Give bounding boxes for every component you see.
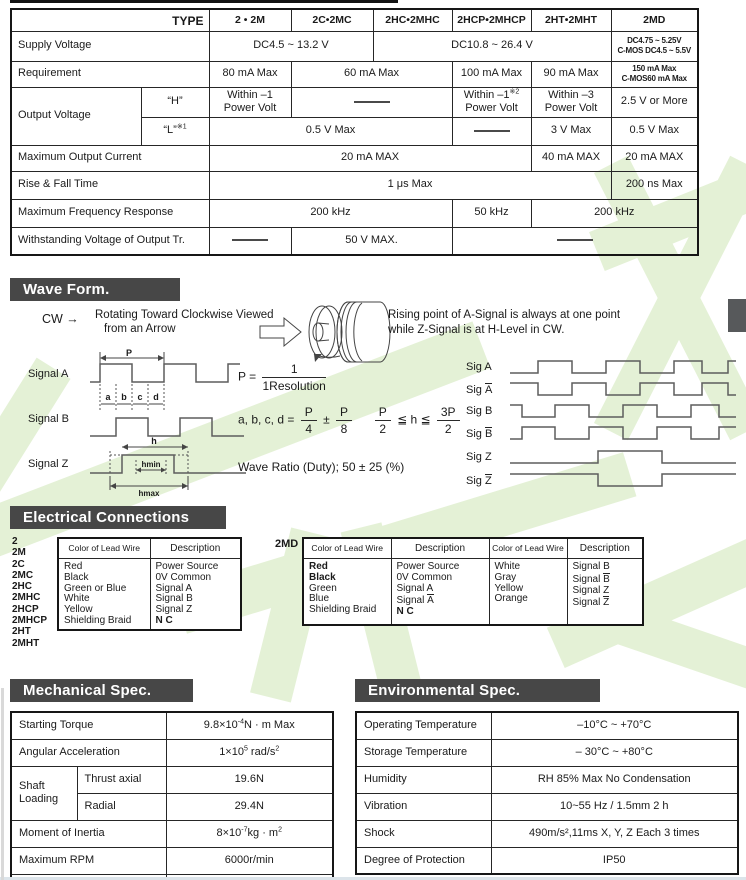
model-item: 2MC: [12, 569, 34, 581]
hmin-annotation: hmin: [141, 460, 161, 469]
rising-line1: Rising point of A-Signal is always at one point: [388, 309, 621, 321]
column-header: Description: [150, 538, 241, 559]
a-annotation: a: [105, 392, 111, 402]
cutoff-section-bar: [10, 0, 398, 3]
type-header: 2HCP•2MHCP: [452, 9, 531, 31]
wire-color: White: [494, 561, 521, 572]
type-header: 2MD: [611, 9, 698, 31]
ovh-dash: [291, 87, 452, 117]
wire-color: Shielding Braid: [309, 604, 377, 616]
spec-table: [10, 8, 699, 256]
ovh-value: [452, 87, 531, 117]
env-row: [356, 712, 738, 739]
md-lead-wire-table: [302, 537, 644, 626]
supply-2md-line1: DC4.75 ~ 5.25V: [627, 36, 682, 46]
ovh-value: [209, 87, 291, 117]
fraction: [375, 405, 391, 436]
overlined-letter: Z: [603, 597, 610, 609]
cw-line1: Rotating Toward Clockwise Viewed: [95, 309, 274, 321]
sig-a-row: [466, 356, 736, 378]
mf-value: 50 kHz: [452, 199, 531, 227]
overlined-letter: Z: [484, 474, 492, 487]
exponent: -7: [241, 826, 248, 834]
sig-z-bar-wave: [510, 470, 736, 490]
mechanical-section-title: Mechanical Spec.: [10, 679, 193, 702]
env-row: [356, 739, 738, 766]
sig-prefix: Sig: [466, 427, 482, 440]
ovh-line2: Power Volt: [544, 102, 598, 114]
row-rise-fall: [11, 171, 698, 199]
moc-value: 40 mA MAX: [531, 145, 611, 171]
exponent: 2: [278, 826, 282, 834]
numerator: P: [301, 405, 317, 421]
sig-b-label: Sig B: [466, 405, 493, 417]
signal-z-label: Signal Z: [28, 458, 69, 470]
type-header: 2 • 2M: [209, 9, 291, 31]
ws-value: 50 V MAX.: [291, 227, 452, 255]
sig-a-wave: [510, 357, 736, 377]
row-output-voltage-h: [11, 87, 698, 117]
color-column: [489, 559, 567, 625]
env-row: [356, 793, 738, 820]
column-header: Color of Lead Wire: [58, 538, 150, 559]
row-starting-torque: [11, 712, 333, 739]
exponent: 5: [243, 745, 248, 753]
color-column: [58, 559, 150, 630]
row-label: Storage Temperature: [356, 739, 491, 766]
req-2md-line2: C-MOS60 mA Max: [621, 74, 687, 83]
em-dash: [557, 239, 593, 241]
value-base: 1×10: [219, 746, 244, 759]
denominator: 8: [340, 422, 348, 436]
signal-b-label: Signal B: [28, 413, 69, 425]
p-formula-lhs: P =: [238, 369, 257, 384]
column-header: Color of Lead Wire: [303, 538, 391, 559]
model-item: 2HT: [12, 626, 31, 638]
wire-desc: [573, 573, 643, 586]
wire-desc: N C: [396, 606, 414, 618]
value: IP50: [491, 847, 738, 874]
model-item: 2MHC: [12, 592, 41, 604]
sig-b-row: [466, 400, 736, 422]
corner-cell: [11, 9, 209, 31]
ovl-value: 0.5 V Max: [611, 117, 698, 145]
numerator: P: [375, 405, 391, 421]
exponent: -4: [237, 718, 244, 726]
signal-word: Signal: [396, 595, 425, 607]
row-supply-voltage: [11, 31, 698, 61]
req-value: 90 mA Max: [531, 61, 611, 87]
supply-value-2md: [611, 31, 698, 61]
ovh-line1: Within –1: [227, 88, 273, 101]
row-label: Maximum RPM: [11, 847, 166, 874]
overlined-letter: A: [427, 595, 434, 607]
sig-a-label: Sig A: [466, 361, 492, 373]
moc-value: 20 mA MAX: [611, 145, 698, 171]
d-annotation: d: [153, 392, 159, 402]
req-value: 80 mA Max: [209, 61, 291, 87]
model-item: 2MHT: [12, 637, 40, 649]
ws-dash: [452, 227, 698, 255]
plus-minus: ±: [323, 412, 330, 427]
supply-2md-line2: C-MOS DC4.5 ~ 5.5V: [617, 46, 692, 55]
type-header: 2C•2MC: [291, 9, 373, 31]
row-maximum-rpm: [11, 847, 333, 874]
md-model-label: 2MD: [275, 538, 299, 550]
wire-desc: [573, 596, 643, 609]
wire-color: Red: [309, 561, 328, 572]
sig-a-bar-wave: [510, 379, 736, 399]
wire-color: Black: [64, 571, 89, 583]
overlined-letter: A: [484, 383, 493, 396]
row-label: Rise & Fall Time: [11, 171, 209, 199]
sig-z-wave: [510, 447, 736, 467]
row-label: Shock: [356, 820, 491, 847]
overlined-letter: B: [484, 427, 493, 440]
page-left-edge: [1, 688, 4, 880]
sig-prefix: Sig: [466, 383, 482, 396]
column-header: Color of Lead Wire: [489, 538, 567, 559]
wire-desc: N C: [155, 614, 173, 626]
numerator: 3P: [437, 405, 460, 421]
wire-color: Yellow: [64, 604, 93, 616]
abcd-lhs: a, b, c, d =: [238, 412, 295, 427]
fraction: [437, 405, 460, 436]
encoder-drawing: [256, 294, 396, 372]
row-label: Angular Acceleration: [11, 739, 166, 766]
overlined-letter: B: [603, 573, 610, 585]
waveform-diagram: [88, 348, 260, 498]
value: RH 85% Max No Condensation: [491, 766, 738, 793]
ovh-line1: Within –3: [548, 88, 594, 101]
corner-label: TYPE: [172, 14, 204, 28]
denominator: 2: [444, 422, 452, 436]
block-arrow-icon: [260, 318, 301, 346]
sub-label: Radial: [77, 793, 166, 820]
row-label: Requirement: [11, 61, 209, 87]
sub-label-l-text: “L”: [163, 124, 177, 137]
lead-wire-table: [57, 537, 242, 631]
sig-b-bar-label: [466, 427, 510, 440]
hmax-annotation: hmax: [138, 489, 160, 498]
h-bounds: ≦ h ≦: [397, 412, 431, 427]
model-item: 2HCP: [12, 603, 39, 615]
ovl-dash: [452, 117, 531, 145]
value: 10~55 Hz / 1.5mm 2 h: [491, 793, 738, 820]
wire-color: Orange: [494, 593, 528, 605]
sig-z-bar-row: [466, 469, 736, 491]
signal-word: Signal: [572, 597, 601, 609]
wire-desc: Signal B: [155, 593, 193, 605]
value: 19.6N: [166, 766, 333, 793]
req-2md-line1: 150 mA Max: [632, 64, 677, 74]
waveform-section-title: Wave Form.: [10, 278, 180, 301]
wire-desc: Power Source: [396, 561, 460, 572]
sig-b-bar-row: [466, 422, 736, 444]
value-base: 8×10: [216, 827, 242, 840]
row-label: Maximum Output Current: [11, 145, 209, 171]
h-annotation: h: [151, 436, 157, 446]
sub-label-l: [141, 117, 209, 145]
wire-color: Black: [309, 571, 336, 583]
em-dash: [354, 101, 390, 103]
wire-color: Green or Blue: [64, 582, 127, 594]
description-column: [150, 559, 241, 630]
type-header: 2HC•2MHC: [373, 9, 452, 31]
env-row: [356, 766, 738, 793]
spec-header-row: [11, 9, 698, 31]
env-row: [356, 820, 738, 847]
row-label: Withstanding Voltage of Output Tr.: [11, 227, 209, 255]
row-angular-acceleration: [11, 739, 333, 766]
mechanical-table: [10, 711, 334, 880]
description-column: [567, 559, 643, 625]
model-item: 2HC: [12, 581, 33, 593]
abcd-formula: [238, 405, 463, 436]
environmental-table: [355, 711, 739, 875]
value: – 30°C ~ +80°C: [491, 739, 738, 766]
row-withstanding: [11, 227, 698, 255]
row-label: Moment of Inertia: [11, 820, 166, 847]
footnote-ref: ※1: [176, 123, 187, 131]
wire-desc: Signal B: [572, 561, 610, 572]
ovh-value: 2.5 V or More: [611, 87, 698, 117]
value: 29.4N: [166, 793, 333, 820]
rf-value: 1 μs Max: [209, 171, 611, 199]
mf-value: 200 kHz: [531, 199, 698, 227]
ovh-line2: Power Volt: [223, 102, 277, 114]
sig-b-wave: [510, 401, 736, 421]
row-requirement: [11, 61, 698, 87]
supply-value: DC4.5 ~ 13.2 V: [209, 31, 373, 61]
sig-z-bar-label: [466, 474, 510, 487]
wire-desc: Signal Z: [155, 604, 193, 616]
wire-color: Green: [309, 582, 337, 594]
value: [166, 739, 333, 766]
value-unit: kg · m: [247, 827, 279, 840]
sig-prefix: Sig: [466, 474, 482, 487]
moc-value: 20 mA MAX: [209, 145, 531, 171]
electrical-section-title: Electrical Connections: [10, 506, 226, 529]
denominator: 1Resolution: [262, 379, 326, 393]
duty-formula: Wave Ratio (Duty); 50 ± 25 (%): [238, 460, 405, 474]
em-dash: [474, 130, 510, 132]
value-unit: rad/s: [247, 746, 276, 759]
wire-desc: Signal A: [155, 582, 193, 594]
column-header: Description: [391, 538, 489, 559]
denominator: 4: [305, 422, 313, 436]
row-moment-of-inertia: [11, 820, 333, 847]
column-header: Description: [567, 538, 643, 559]
mf-value: 200 kHz: [209, 199, 452, 227]
sub-label-h: “H”: [141, 87, 209, 117]
fraction: [301, 405, 317, 436]
ovh-line2: Power Volt: [465, 102, 518, 114]
row-label: Vibration: [356, 793, 491, 820]
cw-description: [95, 308, 274, 336]
value: [166, 820, 333, 847]
value-unit: N · m Max: [243, 719, 295, 732]
type-header: 2HT•2MHT: [531, 9, 611, 31]
wire-color: Gray: [494, 571, 517, 583]
req-value: 60 mA Max: [291, 61, 452, 87]
ovl-value: 0.5 V Max: [209, 117, 452, 145]
wire-color: Blue: [309, 593, 330, 605]
cw-line2: from an Arrow: [104, 323, 176, 335]
wire-desc: Power Source: [155, 561, 219, 572]
model-item: 2MHCP: [12, 615, 48, 627]
wire-color: Red: [64, 561, 83, 572]
cw-label: CW →: [42, 312, 79, 326]
wire-color: Shielding Braid: [64, 614, 132, 626]
value: 6000r/min: [166, 847, 333, 874]
row-label: Shaft Loading: [11, 766, 77, 820]
p-annotation: P: [125, 348, 133, 358]
sig-z-row: [466, 446, 736, 468]
sig-a-bar-label: [466, 383, 510, 396]
p-fraction: [262, 362, 325, 393]
ovh-value: [531, 87, 611, 117]
value: [166, 712, 333, 739]
wire-desc: Signal Z: [572, 584, 610, 596]
sub-label: Thrust axial: [77, 766, 166, 793]
ws-dash: [209, 227, 291, 255]
c-annotation: c: [137, 392, 143, 402]
ovl-value: 3 V Max: [531, 117, 611, 145]
color-column: [303, 559, 391, 625]
model-item: 2: [12, 536, 18, 547]
em-dash: [232, 239, 268, 241]
wire-desc: Signal A: [396, 582, 434, 594]
description-column: [391, 559, 489, 625]
row-label: Output Voltage: [11, 87, 141, 145]
wire-color: White: [64, 593, 90, 605]
numerator: 1: [262, 362, 325, 378]
value-base: 9.8×10: [203, 719, 238, 732]
row-label: Operating Temperature: [356, 712, 491, 739]
wire-color: Yellow: [494, 582, 524, 594]
numerator: P: [336, 405, 352, 421]
env-row: [356, 847, 738, 874]
ovh-line1: Within –1: [463, 88, 510, 101]
model-item: 2C: [12, 558, 25, 570]
row-label: Supply Voltage: [11, 31, 209, 61]
row-label: Starting Torque: [11, 712, 166, 739]
row-label: Maximum Frequency Response: [11, 199, 209, 227]
denominator: 2: [379, 422, 387, 436]
wire-desc: 0V Common: [155, 571, 212, 583]
wire-desc: 0V Common: [396, 571, 453, 583]
value: –10°C ~ +70°C: [491, 712, 738, 739]
sig-z-label: Sig Z: [466, 451, 492, 463]
rising-point-note: [388, 308, 620, 338]
sig-b-bar-wave: [510, 423, 736, 443]
req-value: 100 mA Max: [452, 61, 531, 87]
b-annotation: b: [121, 392, 127, 402]
row-max-output-current: [11, 145, 698, 171]
exponent: 2: [275, 745, 280, 753]
signal-word: Signal: [572, 573, 601, 585]
page-edge-tab: [728, 299, 746, 332]
row-max-frequency: [11, 199, 698, 227]
footnote-ref: ※2: [509, 88, 520, 96]
supply-value: DC10.8 ~ 26.4 V: [373, 31, 611, 61]
row-label: Humidity: [356, 766, 491, 793]
fraction: [336, 405, 352, 436]
environmental-section-title: Environmental Spec.: [355, 679, 600, 702]
rf-value: 200 ns Max: [611, 171, 698, 199]
rising-line2: while Z-Signal is at H-Level in CW.: [388, 324, 565, 336]
req-value-2md: [611, 61, 698, 87]
p-formula: [238, 362, 329, 393]
row-shaft-thrust: [11, 766, 333, 793]
model-item: 2M: [12, 547, 26, 559]
value: 490m/s²,11ms X, Y, Z Each 3 times: [491, 820, 738, 847]
row-label: Degree of Protection: [356, 847, 491, 874]
signal-a-label: Signal A: [28, 368, 69, 380]
model-list: [12, 536, 47, 649]
sig-a-bar-row: [466, 378, 736, 400]
